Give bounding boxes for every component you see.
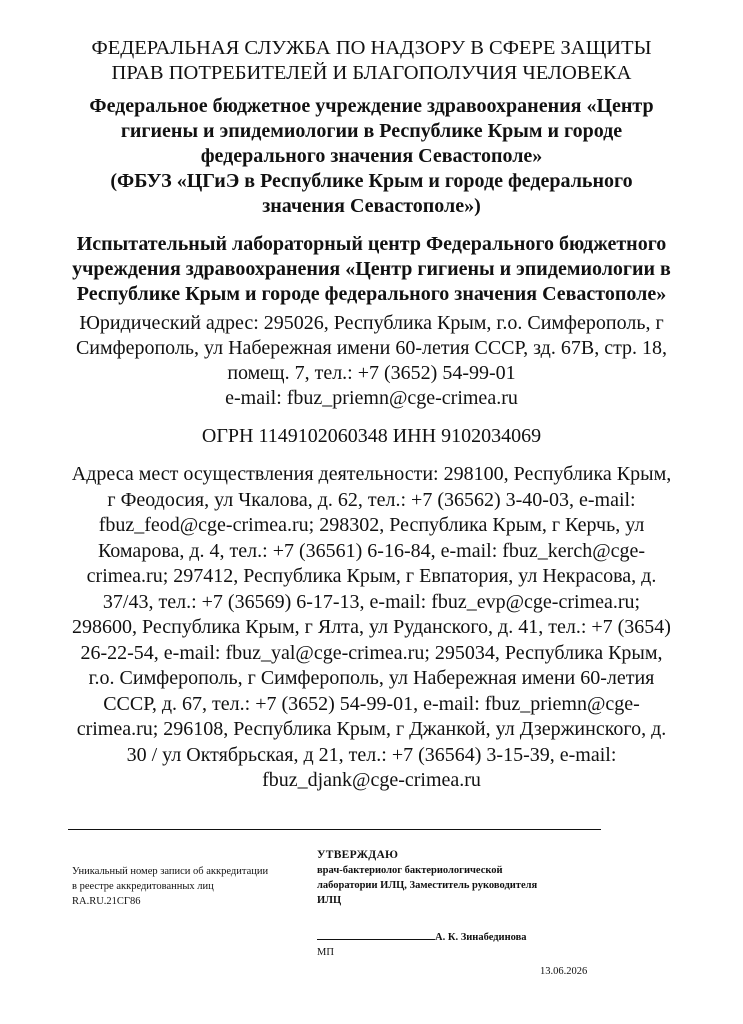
accreditation-block bbox=[72, 864, 318, 909]
address-line: fbuz_djank@cge-crimea.ru bbox=[262, 769, 481, 791]
institution-name bbox=[40, 94, 703, 219]
institution-line: (ФБУЗ «ЦГиЭ в Республике Крым и городе федерального bbox=[110, 170, 633, 192]
institution-line: значения Севастополе») bbox=[262, 195, 481, 217]
address-line: СССР, д. 67, тел.: +7 (3652) 54-99-01, e-mail: fbuz_priemn@cge- bbox=[103, 692, 640, 715]
approver-position: ИЛЦ bbox=[317, 895, 342, 906]
address-line: Адреса мест осуществления деятельности: 298100, Республика Крым, bbox=[71, 463, 672, 485]
lab-line: Республике Крым и городе федерального значения Севастополе» bbox=[76, 283, 667, 305]
agency-line: ПРАВ ПОТРЕБИТЕЛЕЙ И БЛАГОПОЛУЧИЯ ЧЕЛОВЕКА bbox=[111, 62, 632, 84]
legal-line: Симферополь, ул Набережная имени 60-летия СССР, зд. 67В, стр. 18, bbox=[75, 337, 668, 359]
agency-line: ФЕДЕРАЛЬНАЯ СЛУЖБА ПО НАДЗОРУ В СФЕРЕ ЗАЩИТЫ bbox=[91, 37, 652, 59]
address-line: 30 / ул Октябрьская, д 21, тел.: +7 (36564) 3-15-39, e-mail: bbox=[126, 743, 617, 766]
agency-name bbox=[40, 36, 703, 86]
address-line: г.о. Симферополь, г Симферополь, ул Набережная имени 60-летия bbox=[88, 667, 655, 689]
address-line: Комарова, д. 4, тел.: +7 (36561) 6-16-84, e-mail: fbuz_kerch@cge- bbox=[97, 539, 646, 562]
legal-line: Юридический адрес: 295026, Республика Крым, г.о. Симферополь, г bbox=[79, 312, 664, 334]
ogrn-inn: ОГРН 1149102060348 ИНН 9102034069 bbox=[201, 425, 542, 447]
signer-name: А. К. Зинабединова bbox=[435, 932, 527, 943]
approval-block bbox=[317, 848, 617, 908]
legal-line: помещ. 7, тел.: +7 (3652) 54-99-01 bbox=[227, 362, 516, 384]
accreditation-number: RA.RU.21СГ86 bbox=[72, 896, 141, 907]
institution-line: гигиены и эпидемиологии в Республике Крым и городе bbox=[120, 120, 623, 142]
lab-line: учреждения здравоохранения «Центр гигиены и эпидемиологии в bbox=[72, 258, 671, 280]
signature-line bbox=[317, 929, 435, 940]
address-line: crimea.ru; 297412, Республика Крым, г Евпатория, ул Некрасова, д. bbox=[86, 565, 657, 587]
address-line: 26-22-54, e-mail: fbuz_yal@cge-crimea.ru; 295034, Республика Крым, bbox=[80, 641, 663, 664]
approver-position: врач-бактериолог бактериологической bbox=[317, 865, 503, 876]
stamp-label: МП bbox=[317, 947, 334, 958]
accreditation-line: в реестре аккредитованных лиц bbox=[72, 881, 214, 892]
approver-position: лаборатории ИЛЦ, Заместитель руководителя bbox=[317, 880, 538, 891]
address-line: crimea.ru; 296108, Республика Крым, г Джанкой, ул Дзержинского, д. bbox=[76, 718, 667, 740]
address-line: г Феодосия, ул Чкалова, д. 62, тел.: +7 (36562) 3-40-03, e-mail: bbox=[107, 488, 636, 511]
approval-title: УТВЕРЖДАЮ bbox=[317, 849, 399, 861]
institution-line: федерального значения Севастополе» bbox=[200, 145, 543, 167]
address-line: 37/43, тел.: +7 (36569) 6-17-13, e-mail: fbuz_evp@cge-crimea.ru; bbox=[102, 590, 641, 613]
institution-line: Федеральное бюджетное учреждение здравоохранения «Центр bbox=[89, 95, 654, 117]
address-line: fbuz_feod@cge-crimea.ru; 298302, Республика Крым, г Керчь, ул bbox=[98, 514, 645, 536]
accreditation-line: Уникальный номер записи об аккредитации bbox=[72, 866, 269, 877]
header-divider bbox=[68, 829, 601, 830]
activity-addresses bbox=[55, 462, 688, 794]
lab-center-name bbox=[40, 232, 703, 307]
address-line: 298600, Республика Крым, г Ялта, ул Руданского, д. 41, тел.: +7 (3654) bbox=[72, 616, 671, 638]
lab-line: Испытательный лабораторный центр Федерального бюджетного bbox=[76, 233, 667, 255]
legal-email: e-mail: fbuz_priemn@cge-crimea.ru bbox=[225, 387, 518, 409]
signature-row bbox=[317, 929, 617, 945]
legal-address bbox=[40, 311, 703, 411]
approval-date: 13.06.2026 bbox=[540, 966, 588, 977]
